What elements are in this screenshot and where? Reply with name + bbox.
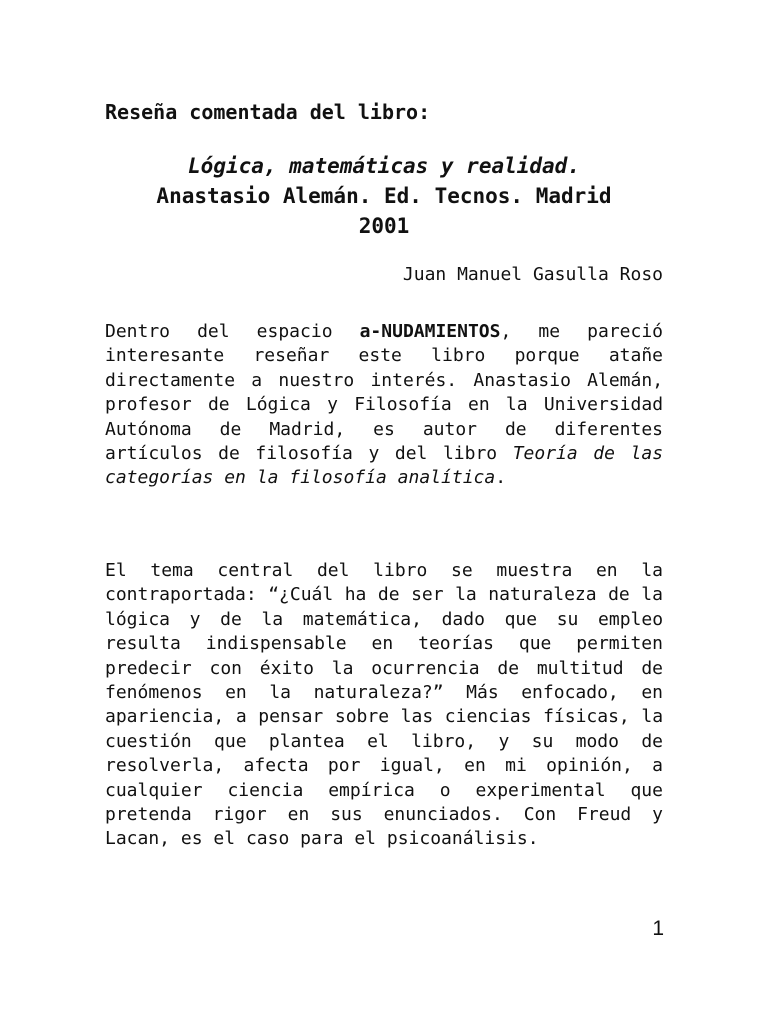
text-run: ciencias [444, 706, 532, 728]
text-run: su [531, 730, 554, 752]
book-title: Lógica, matemáticas y realidad. [188, 154, 580, 178]
text-run: Lógica [245, 394, 311, 416]
text-run: de [593, 442, 615, 464]
text-run: pensar [258, 706, 324, 728]
text-run: ciencia [227, 779, 304, 801]
book-reference: Anastasio Alemán. Ed. Tecnos. Madrid [156, 184, 612, 208]
text-run: contraportada: [105, 584, 257, 606]
paragraph-line [105, 681, 663, 705]
text-run: psicoanálisis. [386, 828, 539, 850]
text-run: de [504, 418, 527, 440]
author-name: Juan Manuel Gasulla Roso [402, 264, 663, 285]
paragraph-line [105, 344, 663, 368]
text-run: predecir [105, 657, 192, 679]
page-number: 1 [652, 917, 664, 940]
text-run: a-NUDAMIENTOS [359, 321, 501, 342]
text-run: muestra [496, 560, 573, 581]
text-run: resulta [105, 633, 181, 655]
text-run: analítica [397, 467, 496, 489]
text-run: la [269, 681, 292, 703]
text-run: la [641, 584, 663, 606]
text-run: autor [422, 418, 477, 440]
paragraph-line [105, 418, 663, 442]
text-run: ocurrencia [371, 657, 480, 679]
text-run: directamente [105, 369, 236, 391]
book-year: 2001 [358, 214, 410, 238]
text-run: la [641, 706, 664, 728]
paragraph-line [105, 754, 663, 778]
text-run: de [207, 394, 230, 416]
text-run: se [451, 560, 473, 581]
text-run: Anastasio [473, 369, 571, 391]
text-run: ha [344, 584, 367, 606]
text-run: permiten [576, 633, 663, 655]
text-run: . [495, 467, 507, 489]
text-run: lógica [105, 608, 171, 630]
text-run: espacio [256, 321, 333, 342]
text-run: atañe [608, 345, 664, 367]
text-run: central [217, 560, 294, 581]
text-run: Teoría [512, 442, 578, 464]
text-run: en [464, 755, 486, 777]
text-run: las [630, 442, 664, 464]
text-run: cuestión [105, 730, 192, 752]
text-run: y [652, 803, 663, 825]
text-run: la [256, 467, 279, 489]
text-run: en [641, 681, 663, 703]
text-run: en [467, 394, 490, 416]
text-run: el [213, 828, 236, 850]
text-run: Universidad [543, 394, 664, 416]
paragraph-line [105, 393, 663, 417]
text-run: Con [523, 803, 557, 825]
text-run: y [368, 442, 380, 464]
text-run: experimental [475, 779, 606, 801]
text-run: empírica [328, 779, 415, 801]
text-run: a [652, 755, 664, 777]
paragraph-line [105, 583, 663, 607]
paragraph-line [105, 657, 663, 681]
text-run: Freud [577, 803, 632, 825]
text-run: o [439, 779, 451, 801]
text-run: porque [514, 345, 580, 367]
text-run: en [287, 803, 310, 825]
text-run: matemática, [302, 608, 422, 630]
text-run: del [394, 442, 428, 464]
text-run: la [331, 657, 354, 679]
text-run: filosofía [255, 442, 353, 464]
paragraph-line [105, 369, 663, 393]
text-run: El [105, 560, 127, 581]
text-run: Autónoma [105, 418, 192, 440]
text-run: categorías [105, 467, 214, 489]
text-run: su [556, 608, 579, 630]
text-run: empleo [598, 608, 664, 630]
text-run: enunciados. [383, 803, 503, 825]
text-run: en [225, 681, 247, 703]
paragraph-line [105, 827, 663, 851]
paragraph-line [105, 632, 663, 656]
text-run: naturaleza [488, 584, 597, 606]
paragraph-line [105, 442, 663, 466]
text-run: ser [411, 584, 444, 606]
text-run: de [641, 730, 663, 752]
text-run: mi [505, 755, 527, 777]
paragraph-line [105, 779, 663, 803]
text-run: Más [466, 681, 499, 703]
text-run: me [538, 321, 561, 342]
text-run: éxito [259, 657, 314, 679]
text-run: y [327, 394, 338, 416]
text-run: en [371, 633, 394, 655]
text-run: es [373, 418, 395, 440]
text-run: de [219, 418, 242, 440]
text-run: nuestro [278, 369, 355, 391]
text-run: en [224, 467, 246, 489]
text-run: Filosofía [354, 394, 452, 416]
paragraph-line [105, 466, 663, 490]
text-run: en [595, 560, 618, 581]
text-run: es [180, 828, 203, 850]
text-run: opinión, [546, 755, 633, 777]
text-run: Dentro [105, 321, 171, 342]
text-run: las [400, 706, 434, 728]
text-run: dado [441, 608, 485, 630]
paragraph-line [105, 803, 663, 827]
text-run: modo [575, 730, 619, 752]
text-run: de [220, 608, 242, 630]
review-heading: Reseña comentada del libro: [105, 100, 431, 124]
text-run: Madrid, [269, 418, 346, 440]
text-run: “¿Cuál [268, 584, 334, 606]
text-run: la [455, 584, 477, 606]
text-run: de [608, 584, 630, 606]
text-run: pareció [587, 321, 663, 342]
text-run: de [497, 657, 520, 679]
theme-paragraph [105, 559, 663, 852]
text-run: caso [245, 828, 290, 850]
text-run: igual, [379, 755, 445, 777]
text-run: libro [431, 345, 486, 367]
text-run: pretenda [105, 803, 192, 825]
text-run: afecta [243, 755, 309, 777]
text-run: y [189, 608, 201, 630]
text-run: por [327, 755, 361, 777]
text-run: que [214, 730, 247, 752]
text-run: multitud [536, 657, 624, 679]
text-run: diferentes [554, 418, 663, 440]
text-run: para [300, 828, 344, 850]
text-run: interés. [370, 369, 458, 391]
text-run: plantea [268, 730, 345, 752]
text-run: la [505, 394, 528, 416]
text-run: reseñar [253, 345, 330, 367]
text-run: resolverla, [105, 755, 225, 777]
text-run: que [630, 779, 663, 801]
text-run: físicas, [543, 706, 630, 728]
text-run: filosofía [289, 467, 387, 489]
text-run: que [518, 633, 552, 655]
intro-paragraph [105, 320, 663, 491]
text-run: con [209, 657, 242, 679]
text-run: del [316, 560, 350, 581]
text-run: teorías [418, 633, 494, 655]
text-run: del [197, 321, 230, 342]
text-run: y [498, 730, 510, 752]
text-run: libro [442, 442, 498, 464]
text-run: artículos [105, 442, 203, 464]
text-run: sobre [334, 706, 390, 728]
text-run: sus [330, 803, 363, 825]
text-run: fenómenos [105, 681, 203, 703]
text-run: este [358, 345, 402, 367]
text-run: el [367, 730, 389, 752]
paragraph-line [105, 320, 663, 344]
text-run: interesante [105, 345, 225, 367]
text-run: profesor [105, 394, 192, 416]
paragraph-line [105, 705, 663, 729]
text-run: a [235, 706, 247, 728]
text-run: la [641, 560, 664, 581]
text-run: cualquier [105, 779, 203, 801]
text-run: Lacan, [105, 828, 171, 850]
text-run: el [354, 828, 377, 850]
text-run: enfocado, [521, 681, 619, 703]
text-run: libro [373, 560, 428, 581]
text-run: , [500, 321, 512, 342]
text-run: la [261, 608, 284, 630]
text-run: libro, [411, 730, 477, 752]
text-run: Alemán, [587, 369, 664, 391]
text-run: de [218, 442, 240, 464]
text-run: indispensable [205, 633, 347, 655]
text-run: de [377, 584, 400, 606]
text-run: rigor [212, 803, 267, 825]
text-run: apariencia, [105, 706, 225, 728]
text-run: a [251, 369, 263, 391]
text-run: naturaleza?” [313, 681, 444, 703]
paragraph-line [105, 730, 663, 754]
text-run: que [504, 608, 538, 630]
text-run: tema [150, 560, 194, 581]
paragraph-line [105, 608, 663, 632]
text-run: de [641, 657, 664, 679]
paragraph-line [105, 559, 663, 583]
